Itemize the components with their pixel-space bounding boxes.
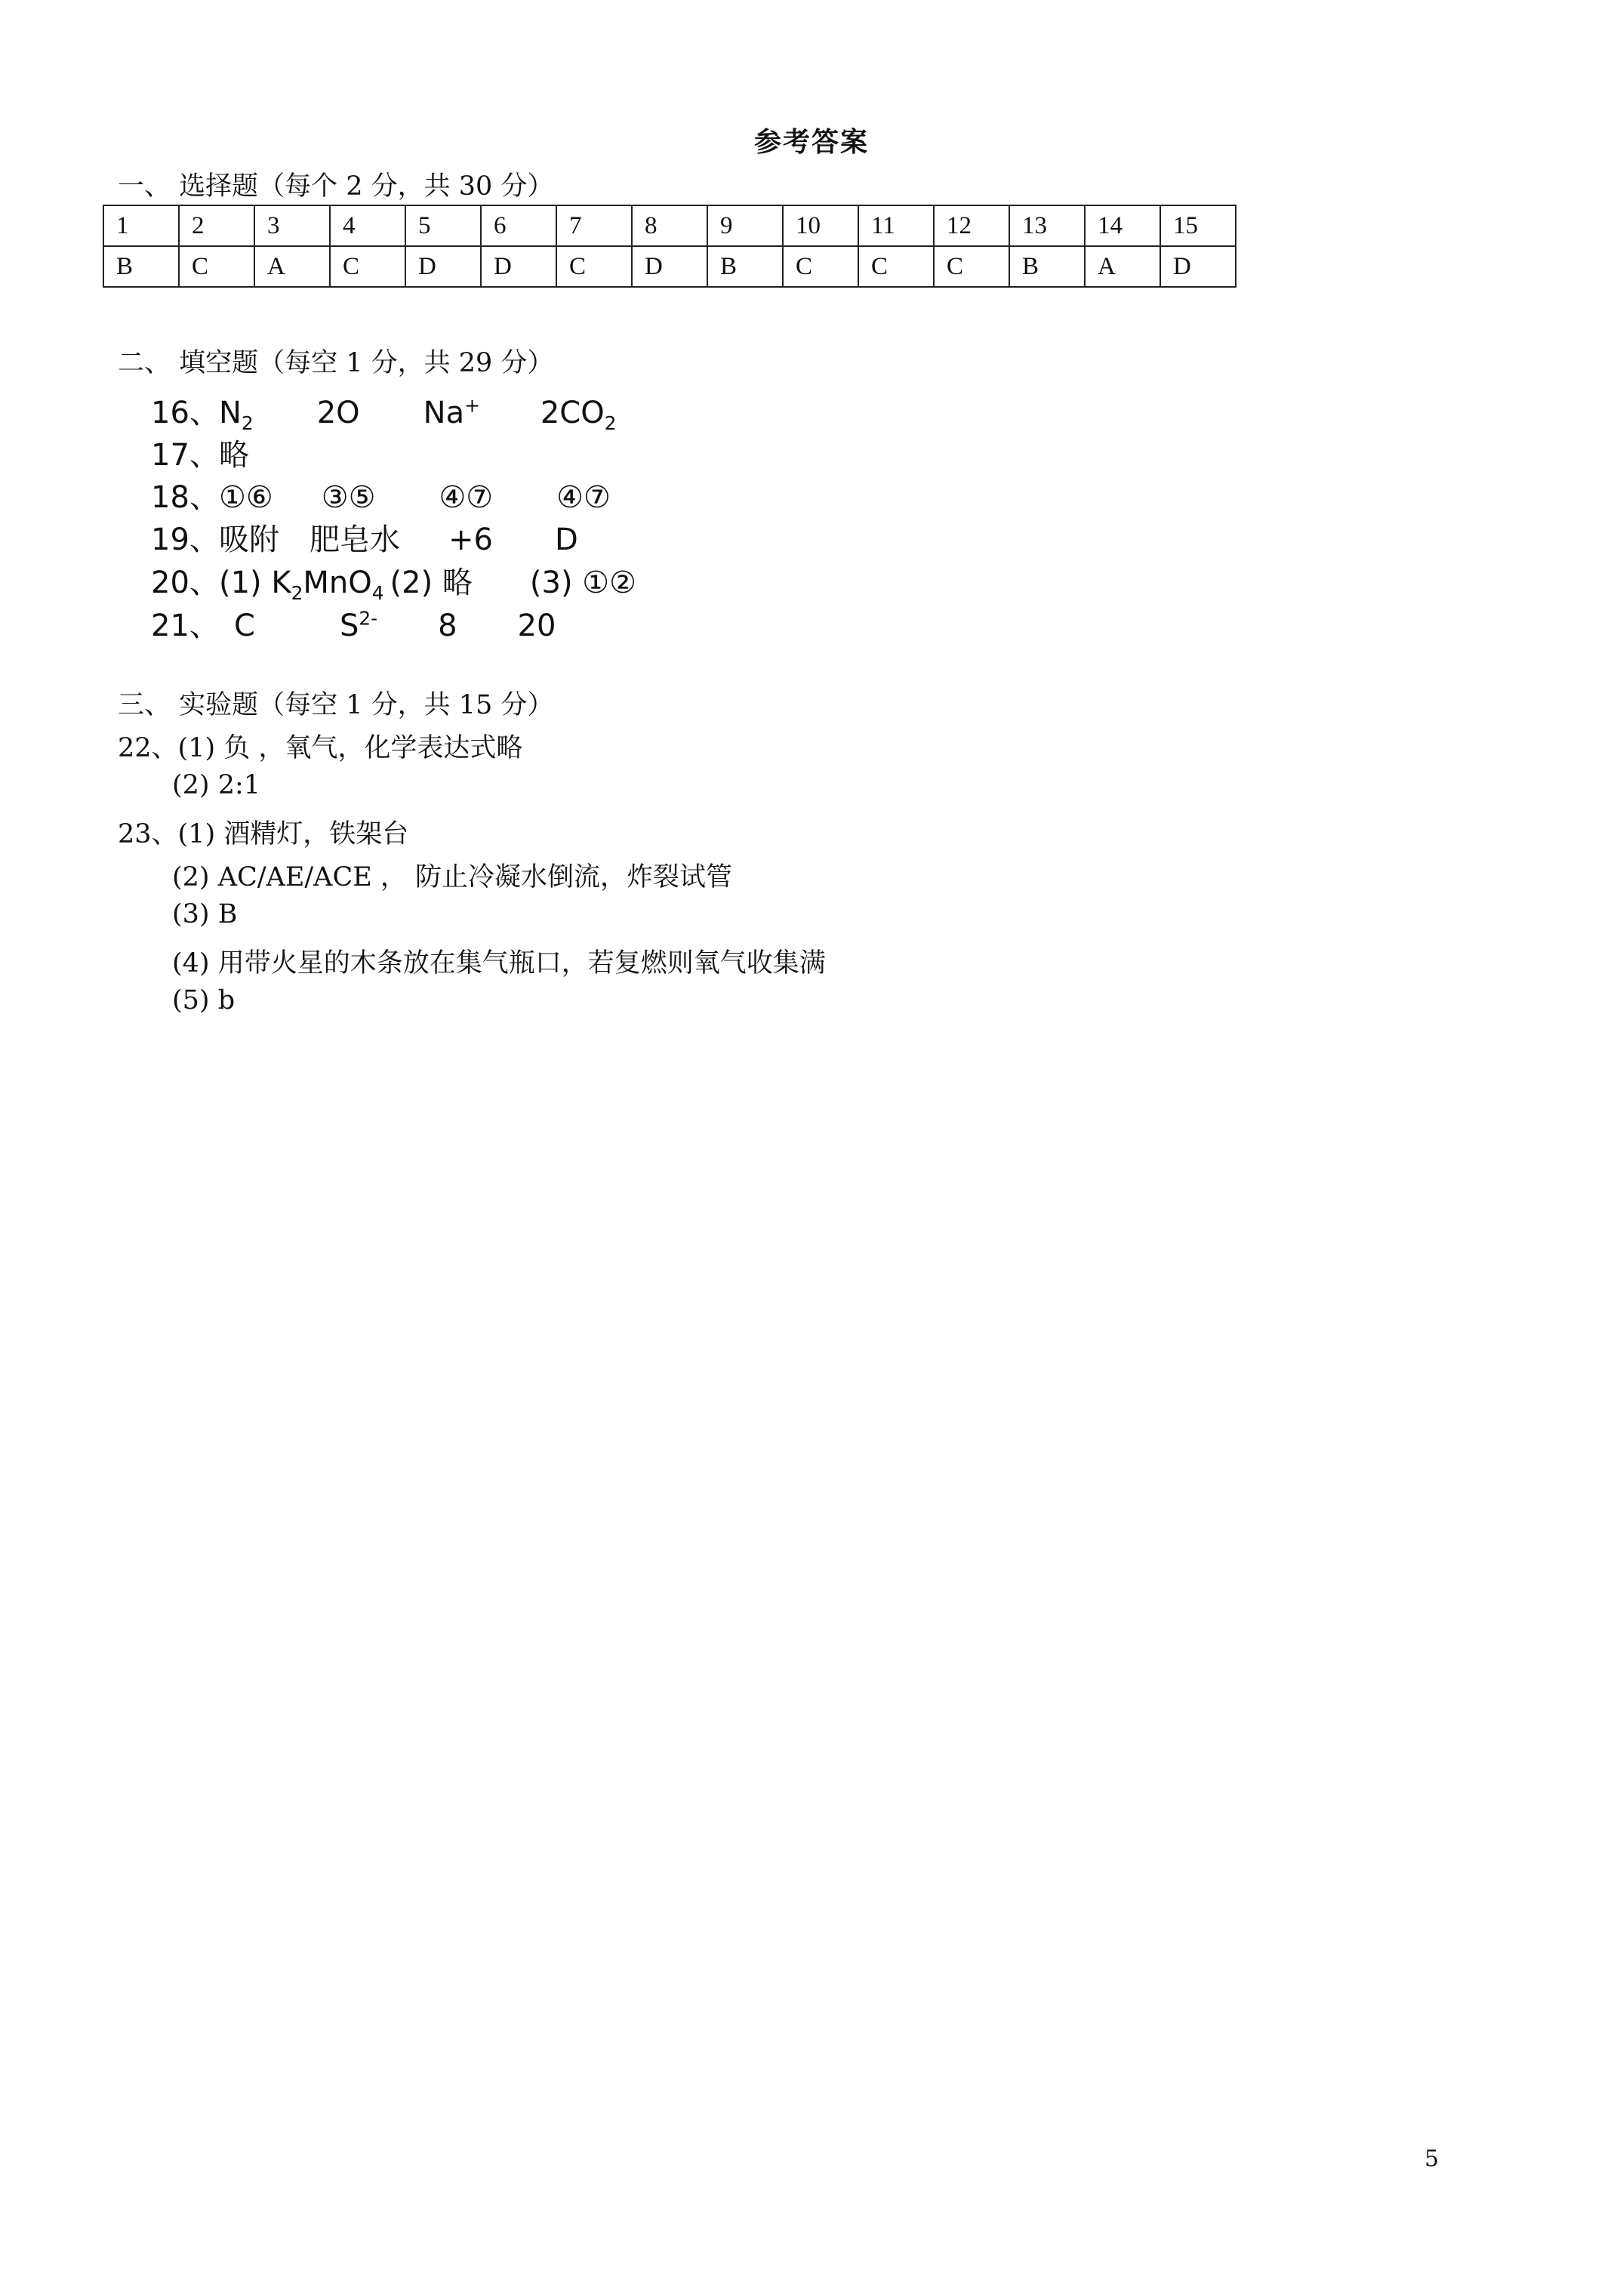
section-heading-fill: 二、 填空题（每空 1 分，共 29 分） [118,348,554,378]
question-number: 17、 [151,438,220,473]
table-cell-answer: D [481,246,556,287]
answer-table [103,205,1236,288]
table-cell-question-number: 12 [934,205,1009,246]
section-heading-experiment: 三、 实验题（每空 1 分，共 15 分） [118,690,554,720]
answer-text: 肥皂水 [310,522,400,557]
table-row-numbers [103,205,1236,246]
table-cell-question-number: 6 [481,205,556,246]
table-cell-question-number: 4 [330,205,405,246]
answer-k2mno4: (1) $K_2MnO_4$ [219,566,384,604]
table-cell-question-number: 10 [783,205,858,246]
table-cell-answer: A [1085,246,1160,287]
answer-line-23-5: (5) b [172,985,236,1015]
answer-text: 略 [219,438,249,473]
answer-text: (2) 略 [390,566,473,600]
table-cell-question-number: 2 [179,205,254,246]
answer-text: C [234,609,255,643]
table-cell-answer: A [254,246,330,287]
answer-line-22-1: 22、(1) 负 ，氧气，化学表达式略 [118,733,523,763]
table-cell-answer: C [783,246,858,287]
question-number: 21、 [151,609,220,643]
table-cell-answer: D [405,246,481,287]
answer-text: D [554,522,578,557]
answer-text: ③⑤ [321,480,376,515]
answer-text: 吸附 [219,522,279,557]
question-number: 19、 [151,522,220,557]
answer-text: 8 [438,609,457,643]
answer-line-18 [151,473,611,516]
answer-line-21 [151,602,556,645]
answer-line-16 [151,389,617,432]
table-row-answers [103,246,1236,287]
table-cell-answer: B [707,246,783,287]
table-cell-question-number: 1 [103,205,179,246]
question-number: 20、 [151,566,220,600]
answer-text: (3) ①② [529,566,636,600]
page-number: 5 [1424,2146,1440,2172]
table-cell-question-number: 9 [707,205,783,246]
table-cell-question-number: 7 [556,205,632,246]
table-cell-question-number: 3 [254,205,330,246]
table-cell-answer: B [1009,246,1085,287]
answer-line-23-1: 23、(1) 酒精灯，铁架台 [118,819,409,849]
table-cell-question-number: 13 [1009,205,1085,246]
table-cell-question-number: 11 [858,205,934,246]
answer-na-ion: Na+ [423,394,480,430]
table-cell-answer: C [330,246,405,287]
question-number: 16、 [151,396,220,430]
answer-text: ④⑦ [556,480,611,515]
answer-text: +6 [448,522,493,557]
answer-text: 20 [517,609,556,643]
table-cell-question-number: 5 [405,205,481,246]
answer-line-17 [151,431,249,474]
answer-sulfide-ion: $S^{2-}$ [339,607,378,643]
answer-text: ④⑦ [439,480,494,515]
answer-2co2: $2CO_2$ [540,396,617,434]
table-cell-answer: C [858,246,934,287]
table-cell-question-number: 14 [1085,205,1160,246]
page-title: 参考答案 [753,126,869,158]
answer-line-19 [151,516,578,559]
table-cell-answer: D [1160,246,1236,287]
answer-text: ①⑥ [219,480,273,515]
table-cell-answer: C [934,246,1009,287]
table-cell-question-number: 15 [1160,205,1236,246]
answer-line-22-2: (2) 2:1 [172,770,261,800]
table-cell-answer: D [632,246,707,287]
answer-n2: $N_2$ [219,396,254,434]
answer-line-23-2: (2) AC/AE/ACE ， 防止冷凝水倒流，炸裂试管 [172,862,733,892]
question-number: 18、 [151,480,220,515]
section-heading-choice: 一、 选择题（每个 2 分，共 30 分） [118,171,554,202]
table-cell-question-number: 8 [632,205,707,246]
answer-line-23-3: (3) B [172,899,238,929]
answer-2o: 2O [316,396,360,430]
answer-line-20 [151,559,636,602]
table-cell-answer: C [179,246,254,287]
answer-line-23-4: (4) 用带火星的木条放在集气瓶口，若复燃则氧气收集满 [172,948,826,978]
table-cell-answer: C [556,246,632,287]
table-cell-answer: B [103,246,179,287]
